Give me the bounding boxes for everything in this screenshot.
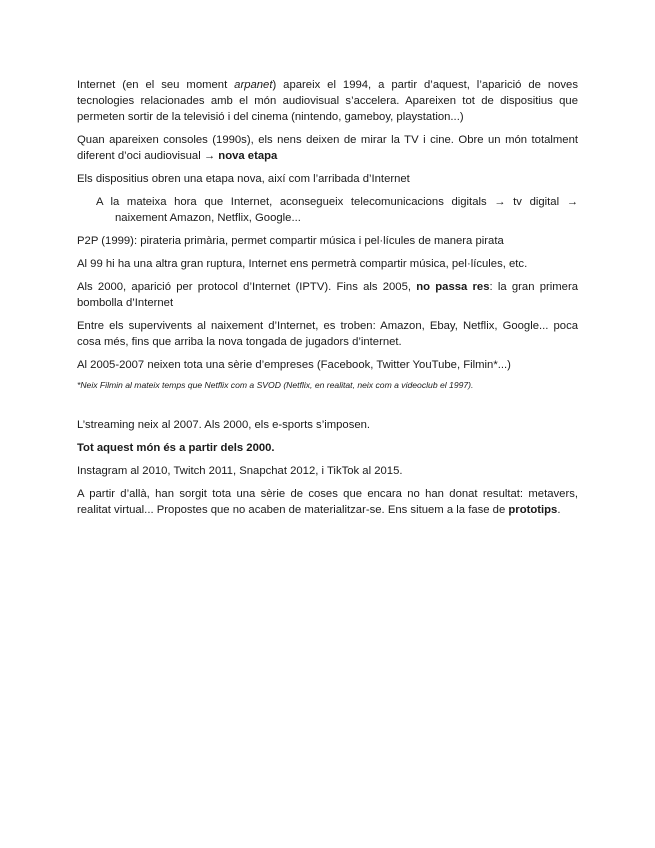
text-segment: : la gran primera bombolla d’Internet xyxy=(77,281,578,309)
text-segment: ) apareix el 1994, a partir d’aquest, l’aparició de noves tecnologies relacionades amb el món audiovisual s’accelera. Apareixen tot de dispositius que permeten sortir de la televisió i del cinema (nintendo, gameboy, playstation...) xyxy=(77,79,578,123)
paragraph-empreses-2005: Al 2005-2007 neixen tota una sèrie d’empreses (Facebook, Twitter YouTube, Filmin*...) xyxy=(77,359,511,371)
bold-term-nova-etapa: nova etapa xyxy=(218,150,278,162)
paragraph-dispositius: Els dispositius obren una etapa nova, així com l’arribada d’Internet xyxy=(77,173,410,185)
paragraph-streaming: L’streaming neix al 2007. Als 2000, els e-sports s’imposen. xyxy=(77,419,371,431)
paragraph-p2p: P2P (1999): pirateria primària, permet compartir música i pel·lícules de manera pirata xyxy=(77,235,504,247)
paragraph-social-apps: Instagram al 2010, Twitch 2011, Snapchat 2012, i TikTok al 2015. xyxy=(77,465,403,477)
paragraph-iptv xyxy=(77,279,578,311)
spacer xyxy=(77,399,578,417)
paragraph-internet-arpanet xyxy=(77,77,578,125)
paragraph-consoles xyxy=(77,132,578,164)
paragraph-prototips xyxy=(77,486,578,518)
bold-statement: Tot aquest món és a partir dels 2000. xyxy=(77,442,275,454)
paragraph-ruptura-99: Al 99 hi ha una altra gran ruptura, Internet ens permetrà compartir música, pel·lícules, etc. xyxy=(77,258,528,270)
bold-term-prototips: prototips xyxy=(508,504,558,516)
paragraph-supervivents: Entre els supervivents al naixement d’Internet, es troben: Amazon, Ebay, Netflix, Google... poca cosa més, fins que arriba la nova tongada de jugadors d’internet. xyxy=(77,320,578,348)
footnote-filmin: *Neix Filmin al mateix temps que Netflix com a SVOD (Netflix, en realitat, neix com a videoclub el 1997). xyxy=(77,380,474,390)
paragraph-bold-statement xyxy=(77,440,578,456)
italic-term-arpanet: arpanet xyxy=(234,79,273,91)
document-body xyxy=(77,77,578,525)
text-segment: Quan apareixen consoles (1990s), els nens deixen de mirar la TV i cine. Obre un món totalment diferent d’oci audiovisual → xyxy=(77,134,578,162)
text-segment: Als 2000, aparició per protocol d’Internet (IPTV). Fins als 2005, xyxy=(77,281,417,293)
paragraph-indented-telecom: A la mateixa hora que Internet, aconsegueix telecomunicacions digitals → tv digital → naixement Amazon, Netflix, Google... xyxy=(96,196,578,224)
text-segment: . xyxy=(557,504,561,516)
text-segment: Internet (en el seu moment xyxy=(77,79,235,91)
bold-term-no-passa-res: no passa res xyxy=(416,281,490,293)
text-segment: A partir d’allà, han sorgit tota una sèrie de coses que encara no han donat resultat: metavers, realitat virtual... Propostes que no acaben de materialitzar-se. Ens situem a la fase de xyxy=(77,488,578,516)
